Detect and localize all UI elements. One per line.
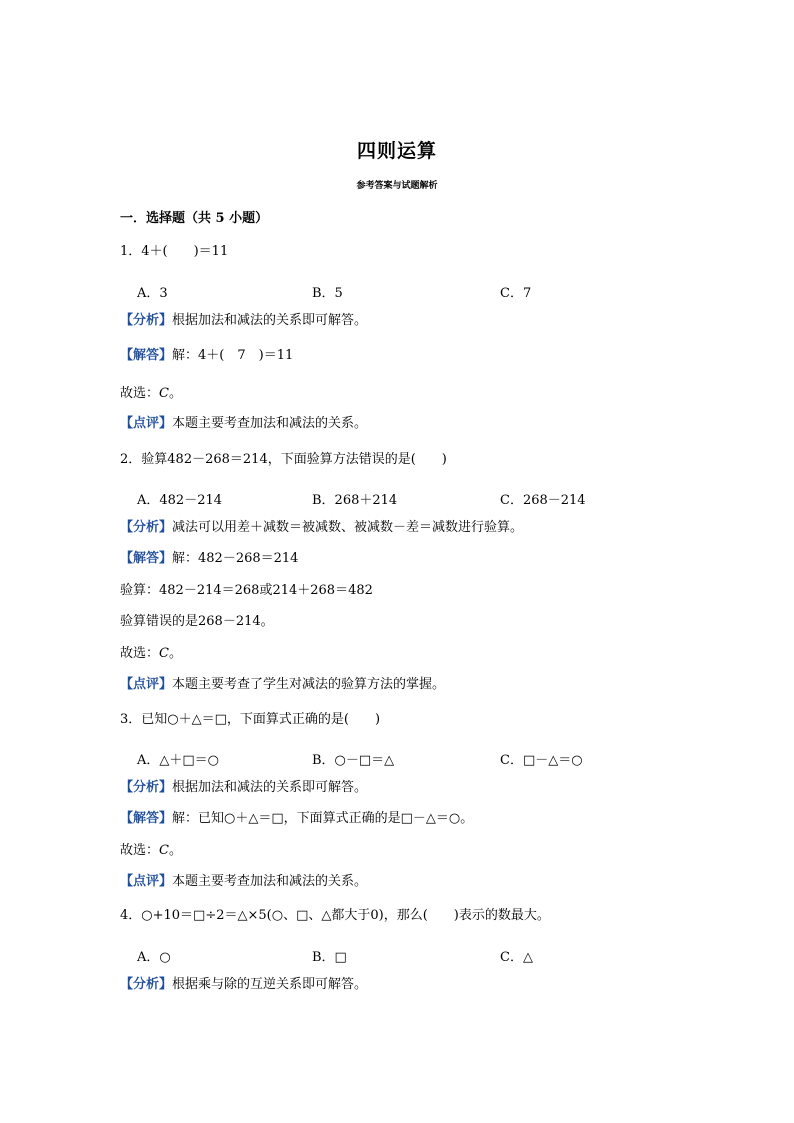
question-3-option-b: B．○－□＝△ — [312, 753, 395, 768]
question-1-option-a: A．3 — [137, 286, 168, 301]
question-4-option-a: A．○ — [137, 950, 171, 965]
question-4-option-c: C．△ — [500, 950, 533, 965]
answer-text: 解：4＋( 7 )＝11 — [172, 348, 294, 363]
question-1-stem: 1．4＋( )＝11 — [120, 244, 229, 259]
question-2-wrong: 验算错误的是268－214。 — [120, 614, 274, 629]
question-1-choice — [120, 386, 182, 402]
analysis-text: 减法可以用差＋减数＝被减数、被减数－差＝减数进行验算。 — [172, 520, 524, 535]
analysis-text: 根据加法和减法的关系即可解答。 — [172, 780, 368, 795]
choice-suffix: 。 — [168, 843, 182, 858]
question-2-choice — [120, 646, 182, 662]
question-2-answer — [120, 551, 298, 567]
comment-tag: 【点评】 — [120, 677, 173, 692]
analysis-text: 根据乘与除的互逆关系即可解答。 — [172, 977, 368, 992]
comment-tag: 【点评】 — [120, 416, 173, 431]
question-3-analysis — [120, 780, 367, 796]
question-4-stem: 4．○+10＝□÷2＝△×5(○、□、△都大于0)，那么( )表示的数最大。 — [120, 908, 550, 923]
question-2-stem: 2．验算482－268＝214，下面验算方法错误的是( ) — [120, 452, 447, 467]
choice-letter: C — [159, 386, 169, 401]
comment-text: 本题主要考查加法和减法的关系。 — [172, 874, 368, 889]
analysis-tag: 【分析】 — [120, 520, 173, 535]
question-1-analysis — [120, 313, 367, 329]
question-2-option-a: A．482－214 — [137, 493, 223, 508]
choice-suffix: 。 — [168, 646, 182, 661]
answer-text: 解：482－268＝214 — [172, 551, 299, 566]
answer-text: 解：已知○＋△＝□，下面算式正确的是□－△＝○。 — [172, 811, 474, 826]
analysis-tag: 【分析】 — [120, 977, 173, 992]
analysis-tag: 【分析】 — [120, 313, 173, 328]
question-3-stem: 3．已知○＋△＝□，下面算式正确的是( ) — [120, 712, 381, 727]
section-heading: 一．选择题（共 5 小题） — [120, 211, 269, 226]
answer-tag: 【解答】 — [120, 348, 173, 363]
question-2-analysis — [120, 520, 523, 536]
comment-tag: 【点评】 — [120, 874, 173, 889]
choice-prefix: 故选： — [120, 646, 160, 661]
question-1-option-b: B．5 — [312, 286, 343, 301]
question-2-option-c: C．268－214 — [500, 493, 586, 508]
analysis-text: 根据加法和减法的关系即可解答。 — [172, 313, 368, 328]
question-4-analysis — [120, 977, 367, 993]
question-1-option-c: C．7 — [500, 286, 532, 301]
choice-prefix: 故选： — [120, 386, 160, 401]
question-3-option-a: A．△＋□＝○ — [137, 753, 220, 768]
question-4-option-b: B．□ — [312, 950, 347, 965]
question-3-choice — [120, 843, 182, 859]
comment-text: 本题主要考查了学生对减法的验算方法的掌握。 — [172, 677, 446, 692]
question-1-comment — [120, 416, 367, 432]
question-2-option-b: B．268＋214 — [312, 493, 398, 508]
question-1-answer — [120, 348, 293, 364]
answer-tag: 【解答】 — [120, 551, 173, 566]
page-subtitle: 参考答案与试题解析 — [356, 181, 438, 191]
question-3-comment — [120, 874, 367, 890]
answer-tag: 【解答】 — [120, 811, 173, 826]
choice-suffix: 。 — [168, 386, 182, 401]
comment-text: 本题主要考查加法和减法的关系。 — [172, 416, 368, 431]
choice-prefix: 故选： — [120, 843, 160, 858]
question-3-option-c: C．□－△＝○ — [500, 753, 583, 768]
choice-letter: C — [159, 646, 169, 661]
page-title: 四则运算 — [356, 140, 437, 162]
analysis-tag: 【分析】 — [120, 780, 173, 795]
question-2-comment — [120, 677, 445, 693]
choice-letter: C — [159, 843, 169, 858]
question-3-answer — [120, 811, 473, 827]
question-2-check: 验算：482－214＝268或214＋268＝482 — [120, 583, 373, 598]
